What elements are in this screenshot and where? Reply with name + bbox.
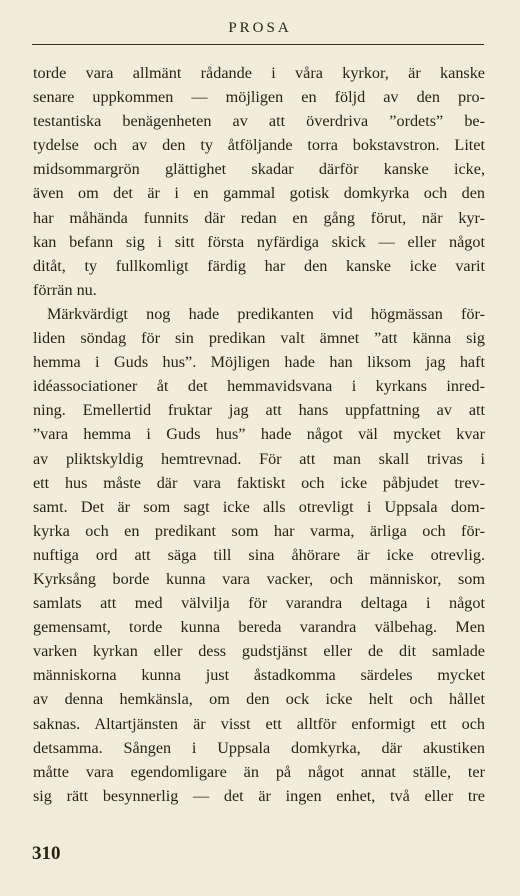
- text-line: ett hus måste där vara faktiskt och icke påbjudet trev-: [33, 473, 485, 492]
- text-line: torde vara allmänt rådande i våra kyrkor, är kanske: [33, 64, 485, 82]
- header-rule: [32, 44, 484, 45]
- text-line: gemensamt, torde kunna bereda varandra välbehag. Men: [33, 618, 485, 637]
- text-line: nuftiga ord att säga till sina åhörare är icke otrevlig.: [33, 545, 485, 564]
- text-line: av denna hemkänsla, om den ock icke helt och hållet: [33, 690, 485, 709]
- text-line: ditåt, ty fullkomligt färdig har den kanske icke varit: [33, 256, 485, 275]
- text-line: samlats att med välvilja för varandra deltaga i något: [33, 594, 485, 613]
- text-line: idéassociationer åt det hemmavidsvana i kyrkans inred-: [33, 377, 485, 396]
- text-line: tydelse och av den ty åtföljande torra bokstavstron. Litet: [33, 136, 485, 155]
- text-line: senare uppkommen — möjligen en följd av den pro-: [33, 88, 485, 107]
- body-text: [33, 61, 485, 808]
- text-line: samt. Det är som sagt icke alls otrevligt i Uppsala dom-: [33, 497, 485, 516]
- text-line: kyrka och en predikant som har varma, ärliga och för-: [33, 521, 485, 540]
- text-line: måtte vara egendomligare än på något annat ställe, ter: [33, 762, 485, 781]
- text-line: kan befann sig i sitt första nyfärdiga skick — eller något: [33, 232, 485, 251]
- text-line: liden söndag för sin predikan valt ämnet ”att känna sig: [33, 329, 485, 348]
- text-line: midsommargrön glättighet skadar därför kanske icke,: [33, 160, 485, 179]
- text-line: varken kyrkan eller dess gudstjänst eller de dit samlade: [33, 642, 485, 661]
- text-line: hemma i Guds hus”. Möjligen hade han liksom jag haft: [33, 353, 485, 372]
- text-line: ”vara hemma i Guds hus” hade något väl mycket kvar: [33, 425, 485, 444]
- text-line: sig rätt besynnerlig — det är ingen enhet, två eller tre: [33, 786, 485, 805]
- text-line: detsamma. Sången i Uppsala domkyrka, där akustiken: [33, 738, 485, 757]
- page-number: 310: [32, 843, 61, 864]
- text-line: Märkvärdigt nog hade predikanten vid högmässan för-: [47, 304, 485, 323]
- text-line: ning. Emellertid fruktar jag att hans uppfattning av att: [33, 401, 485, 420]
- text-line: saknas. Altartjänsten är visst ett alltför enformigt ett och: [33, 714, 485, 733]
- text-line: Kyrksång borde kunna vara vacker, och människor, som: [33, 569, 485, 588]
- running-head: PROSA: [228, 20, 292, 36]
- text-line: av pliktskyldig hemtrevnad. För att man skall trivas i: [33, 449, 485, 468]
- text-line: har måhända funnits där redan en gång förut, när kyr-: [33, 208, 485, 227]
- text-line: även om det är i en gammal gotisk domkyrka och den: [33, 184, 485, 203]
- text-line: människorna kunna just åstadkomma särdeles mycket: [33, 666, 485, 685]
- text-line: förrän nu.: [33, 280, 97, 299]
- text-line: testantiska benägenheten av att överdriva ”ordets” be-: [33, 112, 485, 131]
